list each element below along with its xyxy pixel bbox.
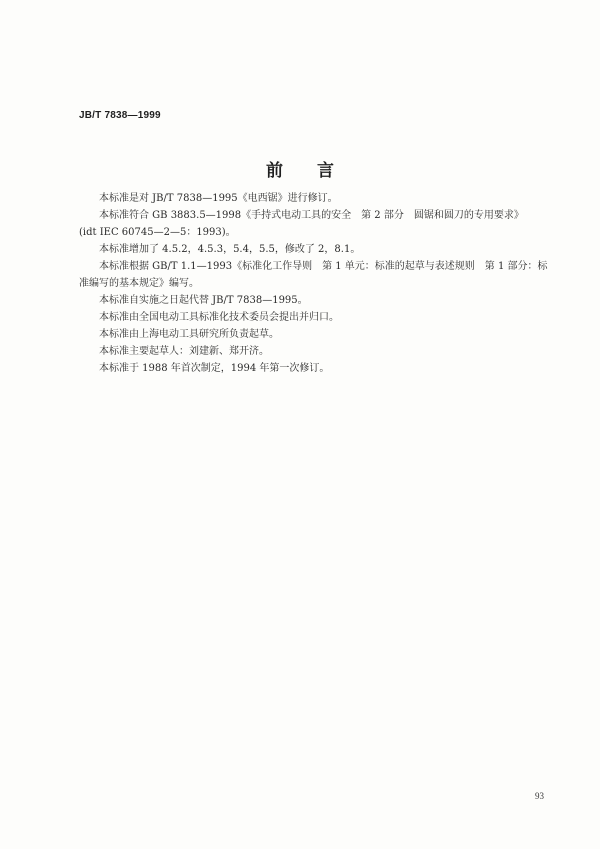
standard-number: JB/T 7838—1999 xyxy=(79,110,161,121)
paragraph-line: 本标准由上海电动工具研究所负责起草。 xyxy=(99,329,279,340)
page-number: 93 xyxy=(535,791,544,801)
paragraph-line: 本标准增加了 4.5.2，4.5.3，5.4，5.5，修改了 2，8.1。 xyxy=(99,244,361,255)
paragraph-line: 本标准由全国电动工具标准化技术委员会提出并归口。 xyxy=(99,312,339,323)
paragraph-line: 本标准根据 GB/T 1.1—1993《标准化工作导则 第 1 单元：标准的起草与表述规则 第 1 部分：标 xyxy=(99,261,548,272)
paragraph-line: 本标准主要起草人：刘建新、郑开济。 xyxy=(99,346,269,357)
foreword-body xyxy=(79,190,559,377)
paragraph-line: 本标准符合 GB 3883.5—1998《手持式电动工具的安全 第 2 部分 圆锯和圆刀的专用要求》 xyxy=(99,210,524,221)
paragraph-line: 本标准于 1988 年首次制定，1994 年第一次修订。 xyxy=(99,363,330,374)
title-char-1: 前 xyxy=(266,161,283,181)
paragraph-line: 准编写的基本规定》编写。 xyxy=(79,278,199,289)
paragraph-line: 本标准自实施之日起代替 JB/T 7838—1995。 xyxy=(99,295,308,306)
title-char-2: 言 xyxy=(317,161,334,181)
page-title xyxy=(0,156,600,181)
paragraph-line: (idt IEC 60745—2—5：1993)。 xyxy=(79,227,236,238)
paragraph-line: 本标准是对 JB/T 7838—1995《电西锯》进行修订。 xyxy=(99,193,338,204)
